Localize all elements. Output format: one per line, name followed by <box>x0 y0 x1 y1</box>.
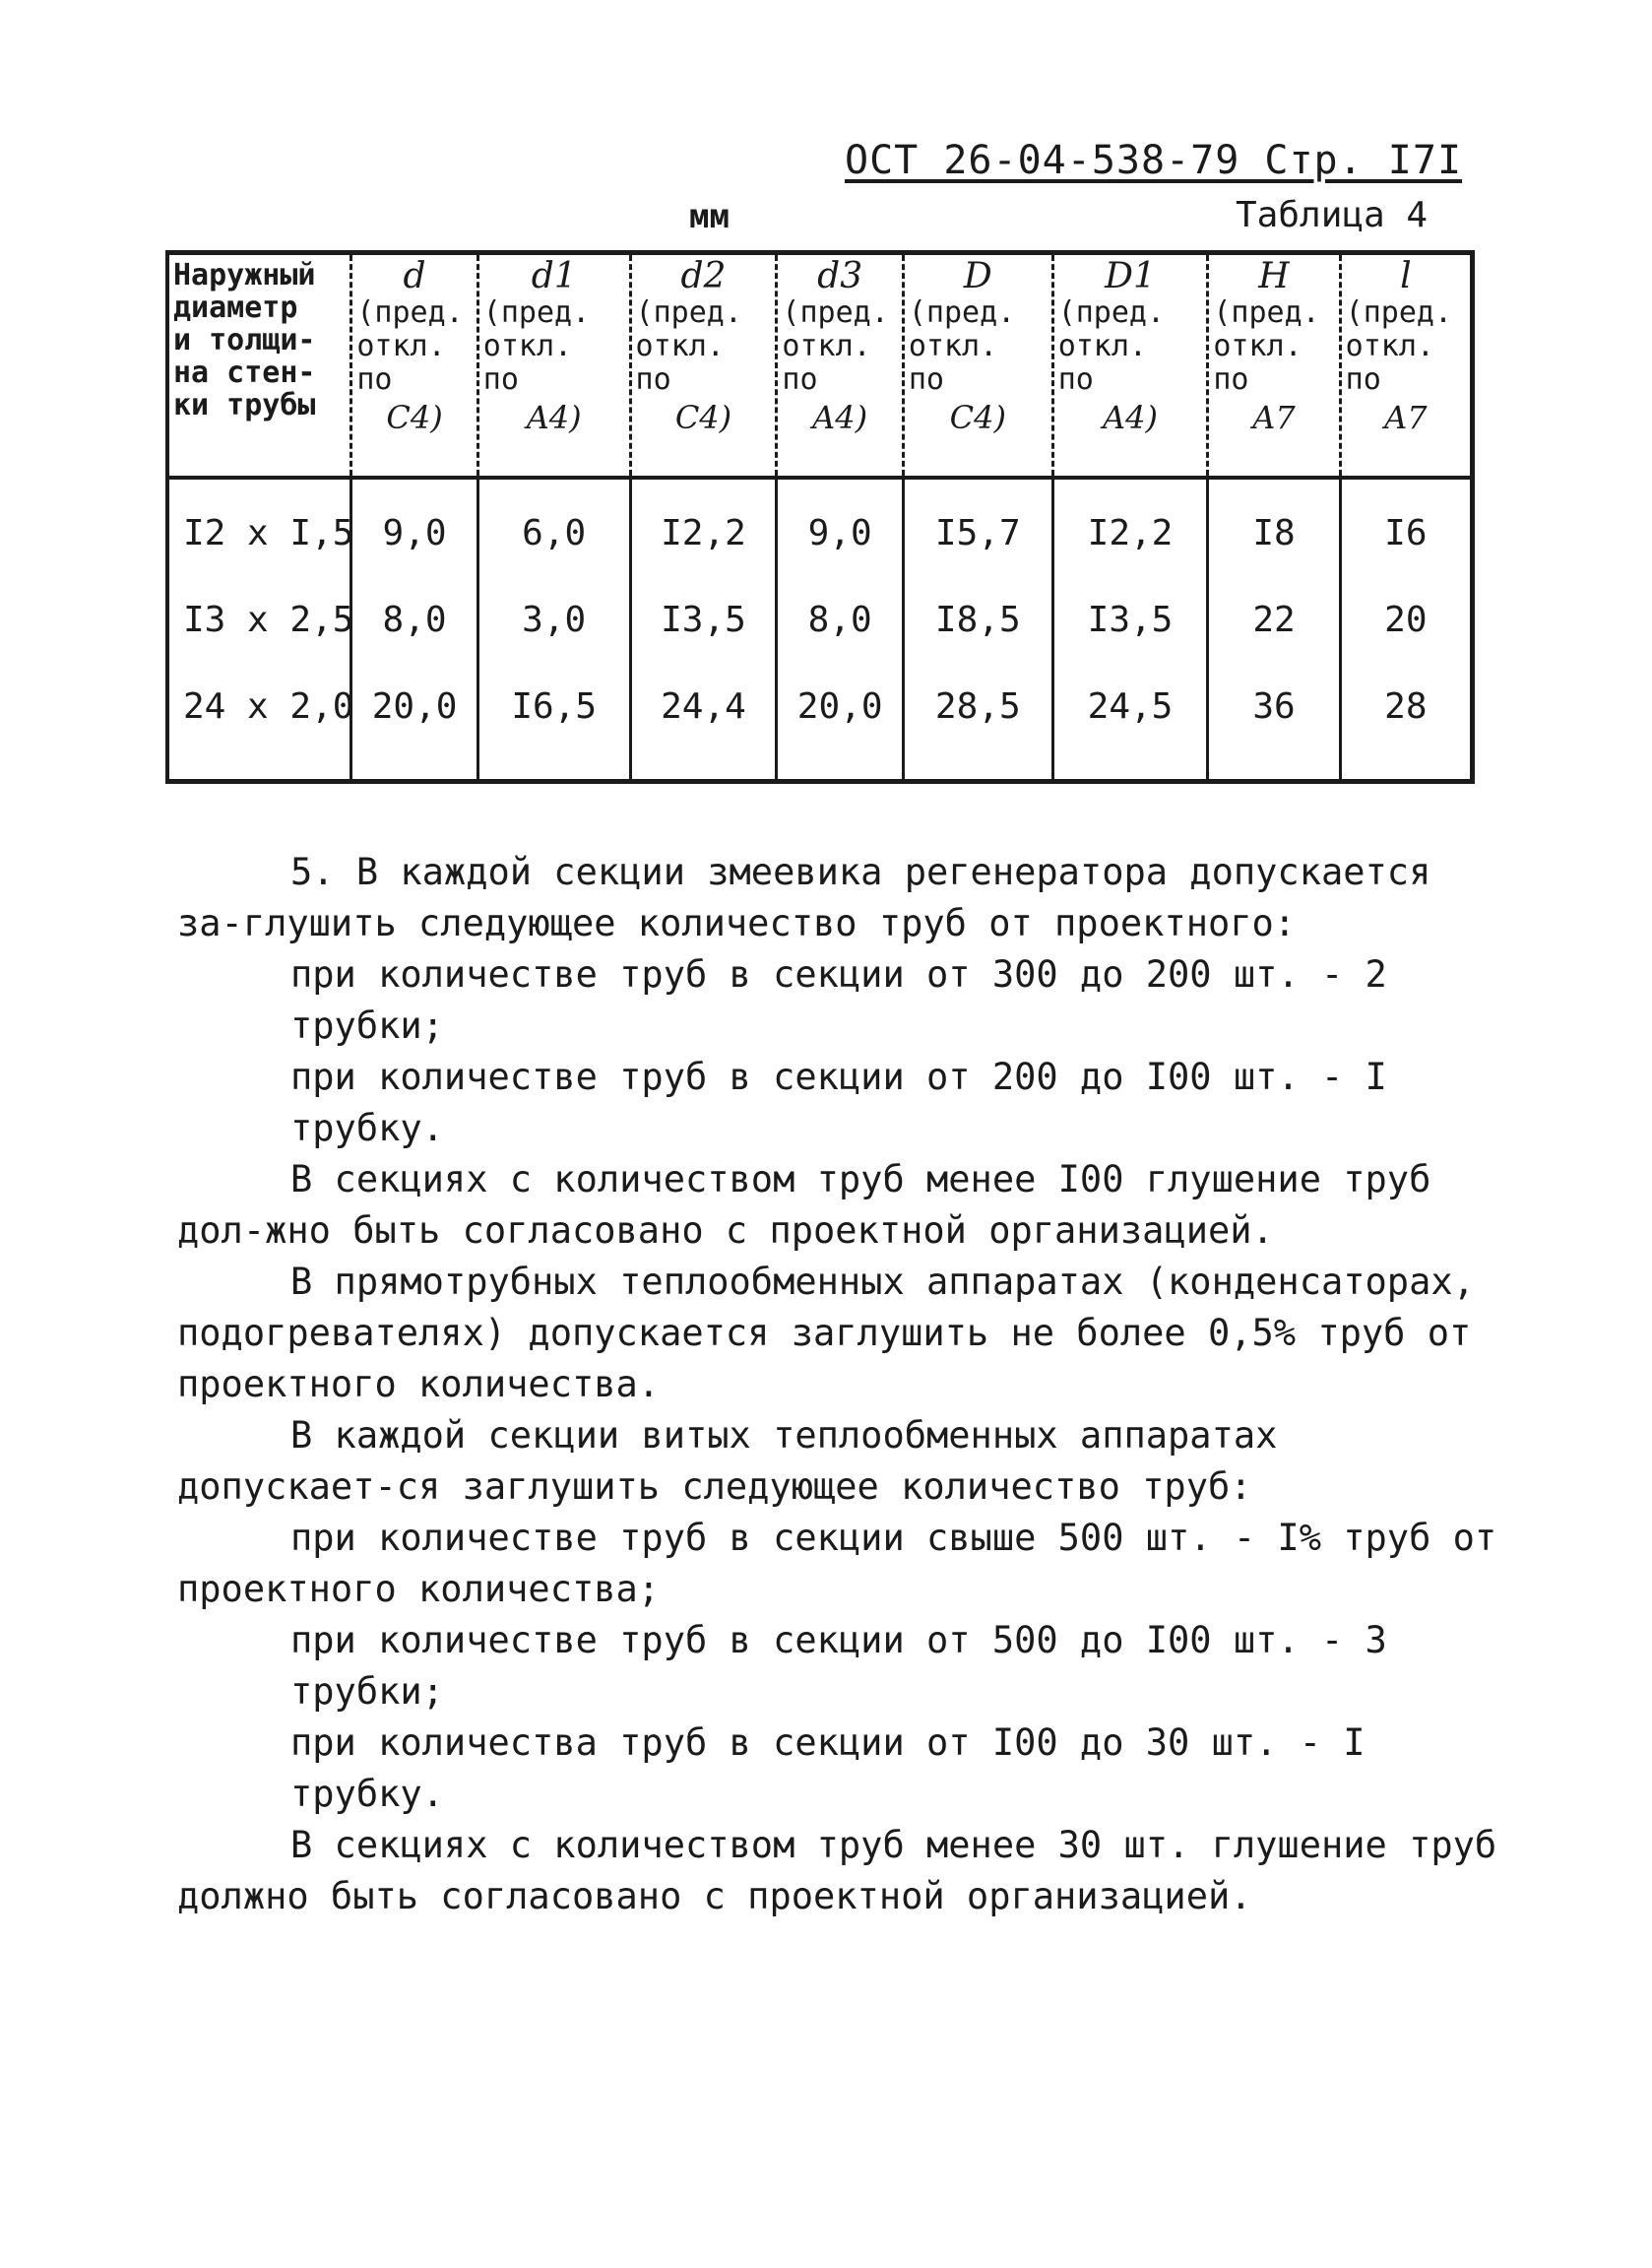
table-row <box>167 576 1473 663</box>
column-symbol: D <box>963 256 992 296</box>
column-header-d1 <box>477 253 630 479</box>
cell-D1: I2,2 <box>1052 478 1208 576</box>
dimensions-table <box>165 250 1475 784</box>
column-tolerance: A7 <box>1384 399 1428 436</box>
column-symbol: D1 <box>1105 256 1156 296</box>
list-item: при количества труб в секции от I00 до 30 шт. - I трубку. <box>290 1721 1366 1815</box>
list-item: при количестве труб в секции от 500 до I00 шт. - 3 трубки; <box>290 1619 1387 1713</box>
cell-D: I5,7 <box>903 478 1052 576</box>
column-tolerance: A7 <box>1252 399 1296 436</box>
cell-D1: I3,5 <box>1052 576 1208 663</box>
cell-d3: 8,0 <box>777 576 903 663</box>
paragraph: В прямотрубных теплообменных аппаратах (конденсаторах, подогревателях) допускается заглушить не более 0,5% труб от проектного количества. <box>177 1261 1475 1405</box>
cell-pipe-size: I2 x I,5 <box>183 512 354 553</box>
column-header-l <box>1340 253 1472 479</box>
paragraph: В секциях с количеством труб менее I00 глушение труб дол-жно быть согласовано с проектной организацией. <box>177 1158 1431 1252</box>
cell-d3: 20,0 <box>777 663 903 782</box>
column-header-desc: (пред. откл. по <box>356 295 464 397</box>
column-header-d <box>351 253 477 479</box>
cell-d1: 6,0 <box>477 478 630 576</box>
cell-D1: 24,5 <box>1052 663 1208 782</box>
column-symbol: H <box>1258 256 1290 296</box>
cell-H: 22 <box>1208 576 1340 663</box>
table-header-row <box>167 253 1473 479</box>
unit-label: мм <box>689 197 730 236</box>
body-text <box>177 847 1516 1922</box>
column-header-desc: (пред. откл. по <box>482 295 591 397</box>
cell-pipe-size: I3 x 2,5 <box>183 599 354 640</box>
document-header: ОСТ 26-04-538-79 Стр. I7I <box>845 138 1463 183</box>
table-caption: Таблица 4 <box>1236 195 1429 235</box>
column-header-desc: Наружный диаметр и толщи- на стен- ки трубы <box>173 258 316 422</box>
paragraph: В каждой секции витых теплообменных аппаратах допускает-ся заглушить следующее количество труб: <box>177 1414 1278 1508</box>
paragraph: В секциях с количеством труб менее 30 шт. глушение труб должно быть согласовано с проектной организацией. <box>177 1824 1497 1917</box>
column-symbol: l <box>1400 256 1412 296</box>
table-row <box>167 663 1473 782</box>
cell-d: 9,0 <box>351 478 477 576</box>
column-header-desc: (пред. откл. по <box>1213 295 1320 397</box>
column-symbol: d3 <box>817 256 863 296</box>
cell-D: 28,5 <box>903 663 1052 782</box>
list-item: при количестве труб в секции от 200 до I00 шт. - I трубку. <box>290 1056 1387 1149</box>
cell-H: 36 <box>1208 663 1340 782</box>
cell-d1: I6,5 <box>477 663 630 782</box>
column-header-desc: (пред. откл. по <box>1057 295 1166 397</box>
column-tolerance: C4) <box>674 399 732 436</box>
column-tolerance: A4) <box>526 399 582 436</box>
column-header-d2 <box>630 253 777 479</box>
cell-d2: I2,2 <box>630 478 777 576</box>
cell-d2: I3,5 <box>630 576 777 663</box>
column-header-pipe <box>167 253 351 479</box>
column-header-desc: (пред. откл. по <box>635 295 742 397</box>
table-row <box>167 478 1473 576</box>
column-header-D <box>903 253 1052 479</box>
paragraph-5: 5. В каждой секции змеевика регенератора допускается за-глушить следующее количество труб от проектного: <box>177 851 1431 944</box>
cell-pipe-size: 24 x 2,0 <box>183 685 354 727</box>
column-header-H <box>1208 253 1340 479</box>
column-header-desc: (пред. откл. по <box>782 295 889 397</box>
column-tolerance: A4) <box>812 399 868 436</box>
cell-d3: 9,0 <box>777 478 903 576</box>
list-item: при количестве труб в секции от 300 до 200 шт. - 2 трубки; <box>290 953 1387 1047</box>
cell-d2: 24,4 <box>630 663 777 782</box>
column-symbol: d <box>403 256 426 296</box>
cell-H: I8 <box>1208 478 1340 576</box>
column-tolerance: A4) <box>1103 399 1158 436</box>
cell-d1: 3,0 <box>477 576 630 663</box>
column-symbol: d2 <box>680 256 727 296</box>
column-header-desc: (пред. откл. по <box>908 295 1016 397</box>
cell-d: 20,0 <box>351 663 477 782</box>
column-symbol: d1 <box>531 256 577 296</box>
column-header-d3 <box>777 253 903 479</box>
column-tolerance: C4) <box>949 399 1006 436</box>
cell-D: I8,5 <box>903 576 1052 663</box>
list-item: при количестве труб в секции свыше 500 шт. - I% труб от проектного количества; <box>177 1517 1497 1610</box>
cell-l: 28 <box>1340 663 1472 782</box>
column-tolerance: C4) <box>386 399 443 436</box>
cell-l: I6 <box>1340 478 1472 576</box>
cell-d: 8,0 <box>351 576 477 663</box>
column-header-desc: (пред. откл. по <box>1345 295 1453 397</box>
cell-l: 20 <box>1340 576 1472 663</box>
column-header-D1 <box>1052 253 1208 479</box>
